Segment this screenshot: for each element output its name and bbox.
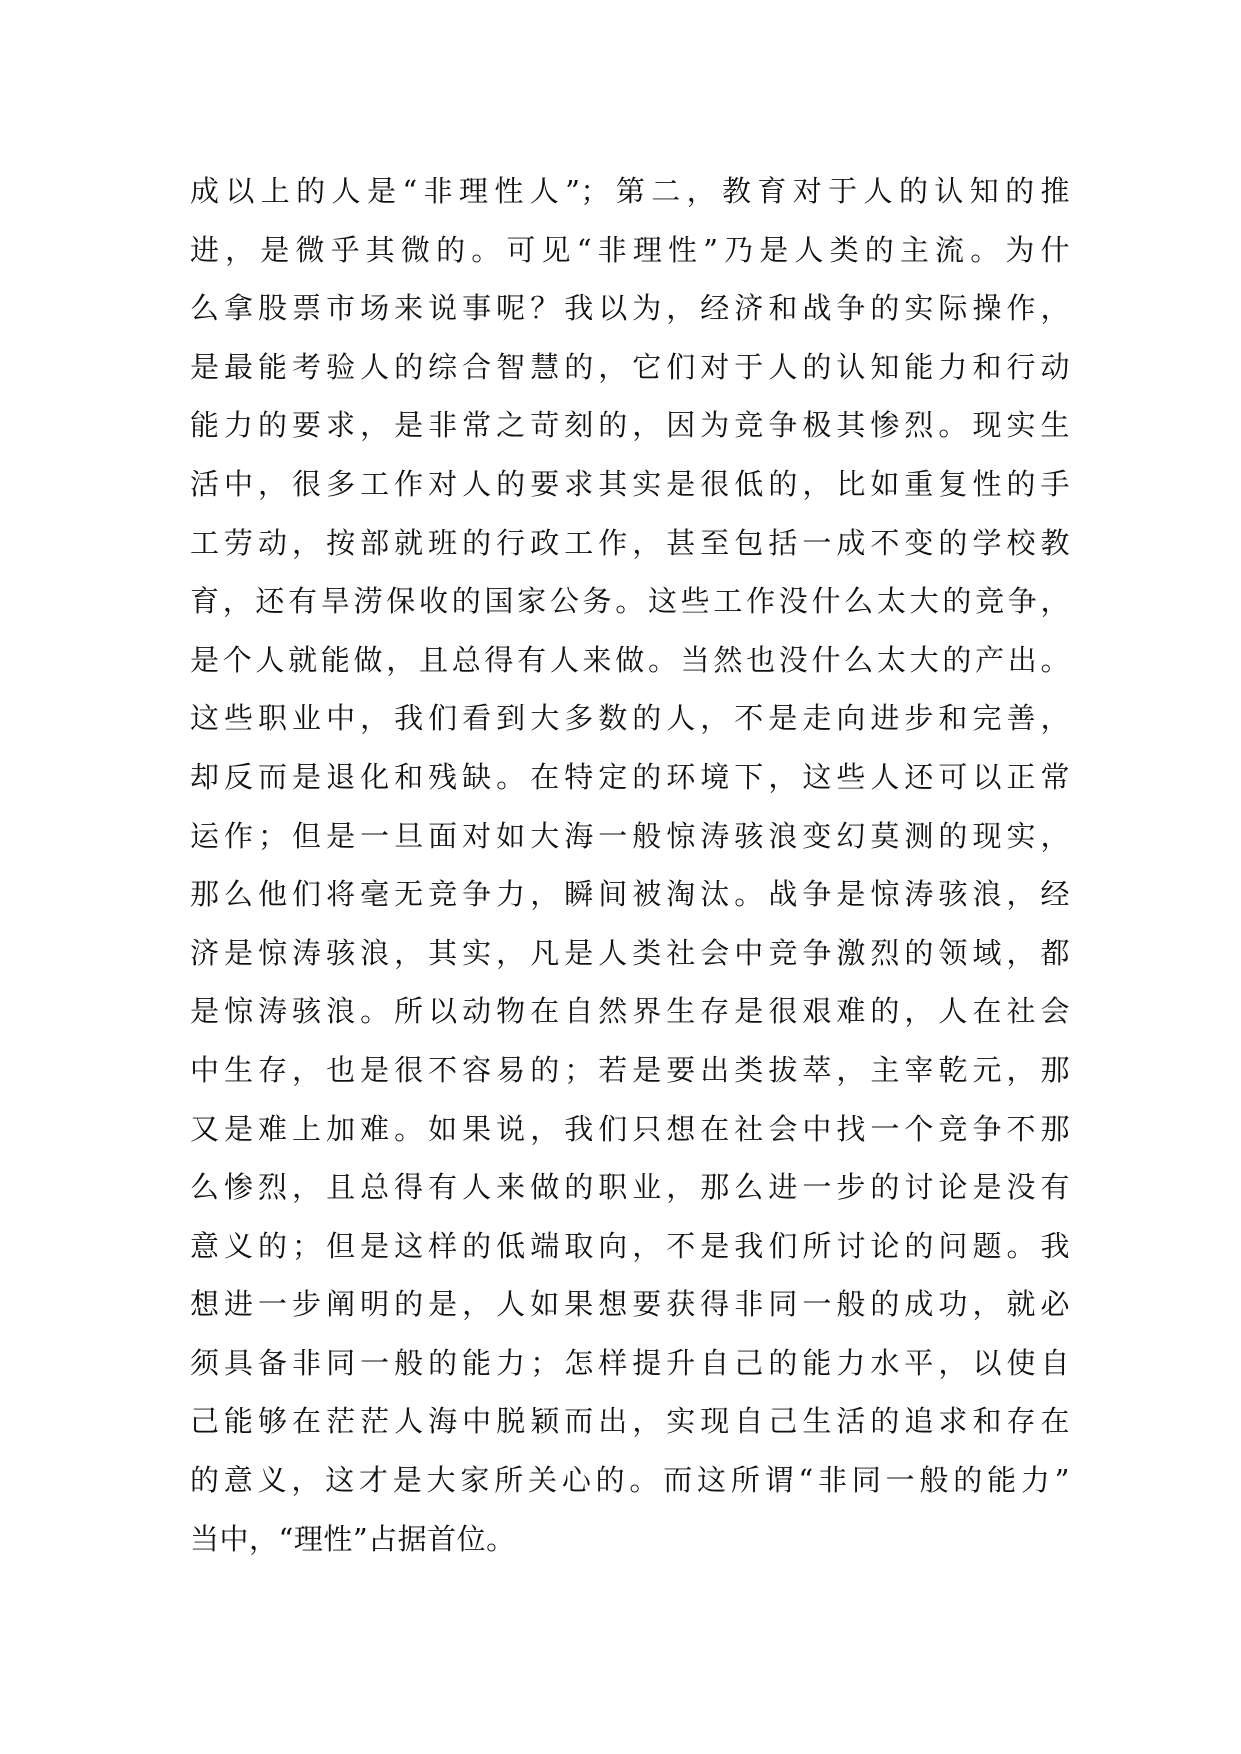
text-line: 是最能考验人的综合智慧的，它们对于人的认知能力和行动 [190,349,1070,384]
text-line: 的意义，这才是大家所关心的。而这所谓“非同一般的能力” [190,1463,1070,1498]
text-line: 能力的要求，是非常之苛刻的，因为竞争极其惨烈。现实生 [190,408,1070,443]
text-line: 是个人就能做，且总得有人来做。当然也没什么太大的产出。 [190,642,1070,677]
text-line: 工劳动，按部就班的行政工作，甚至包括一成不变的学校教 [190,525,1070,560]
text-line: 意义的；但是这样的低端取向，不是我们所讨论的问题。我 [190,1228,1070,1263]
text-line: 成以上的人是“非理性人”；第二，教育对于人的认知的推 [190,174,1070,208]
text-line: 须具备非同一般的能力；怎样提升自己的能力水平，以使自 [190,1345,1070,1380]
body-paragraph [190,162,1070,1568]
text-line: 当中，“理性”占据首位。 [190,1521,516,1556]
text-line: 育，还有旱涝保收的国家公务。这些工作没什么太大的竞争， [190,584,1070,619]
text-line: 这些职业中，我们看到大多数的人，不是走向进步和完善， [190,701,1070,736]
text-line: 又是难上加难。如果说，我们只想在社会中找一个竞争不那 [190,1111,1070,1146]
text-line: 么拿股票市场来说事呢？我以为，经济和战争的实际操作， [190,291,1070,326]
text-line: 济是惊涛骇浪，其实，凡是人类社会中竞争激烈的领域，都 [190,935,1070,970]
text-line: 却反而是退化和残缺。在特定的环境下，这些人还可以正常 [190,759,1070,794]
text-line: 己能够在茫茫人海中脱颖而出，实现自己生活的追求和存在 [190,1404,1070,1439]
text-line: 中生存，也是很不容易的；若是要出类拔萃，主宰乾元，那 [190,1052,1070,1087]
text-line: 运作；但是一旦面对如大海一般惊涛骇浪变幻莫测的现实， [190,818,1070,853]
text-line: 想进一步阐明的是，人如果想要获得非同一般的成功，就必 [190,1287,1070,1322]
text-line: 那么他们将毫无竞争力，瞬间被淘汰。战争是惊涛骇浪，经 [190,877,1070,912]
text-line: 是惊涛骇浪。所以动物在自然界生存是很艰难的，人在社会 [190,994,1070,1029]
text-line: 么惨烈，且总得有人来做的职业，那么进一步的讨论是没有 [190,1170,1070,1205]
text-line: 进，是微乎其微的。可见“非理性”乃是人类的主流。为什 [190,232,1070,267]
text-line: 活中，很多工作对人的要求其实是很低的，比如重复性的手 [190,466,1070,501]
